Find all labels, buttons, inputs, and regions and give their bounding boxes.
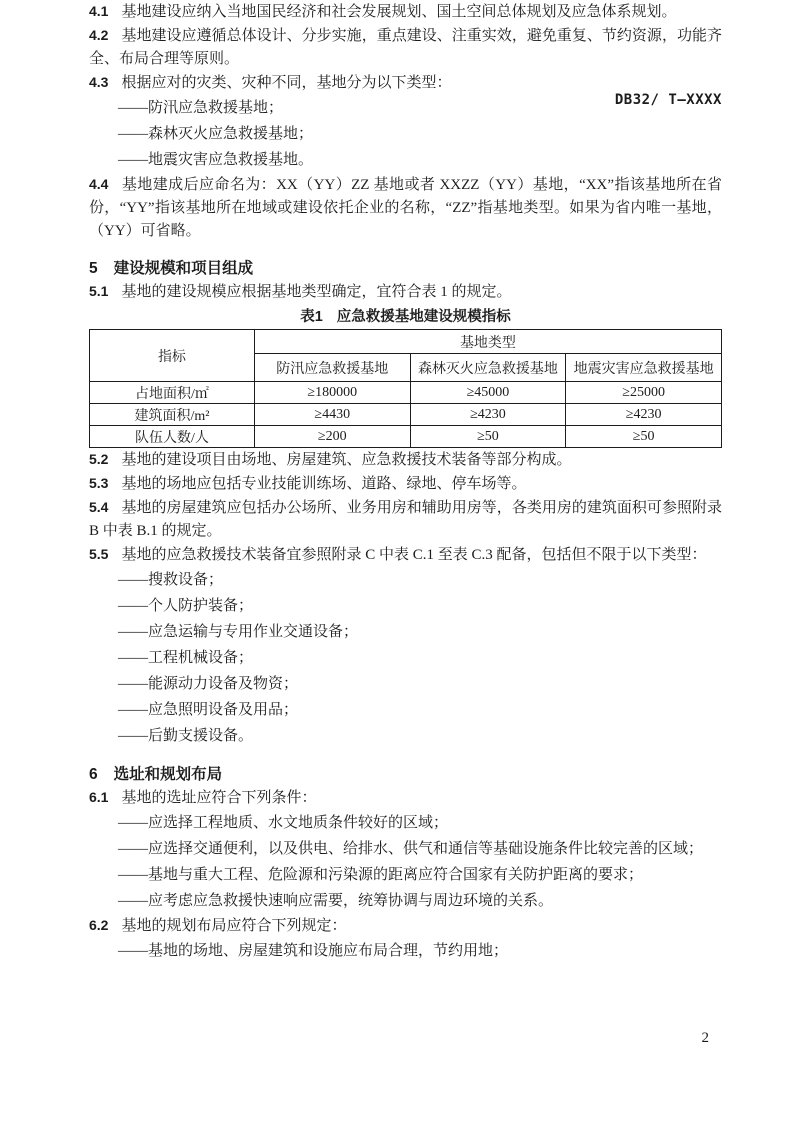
list-item: ——应选择工程地质、水文地质条件较好的区域； xyxy=(118,815,449,831)
table1-cell: ≥25000 xyxy=(566,382,722,404)
section-title: 选址和规划布局 xyxy=(113,766,223,783)
clause-5-4 xyxy=(89,496,722,543)
clause-number: 5.3 xyxy=(89,475,109,491)
list-item: ——能源动力设备及物资； xyxy=(118,676,299,692)
clause-4-3 xyxy=(89,71,722,95)
table1-row-label: 建筑面积/m² xyxy=(90,404,255,426)
section-title: 建设规模和项目组成 xyxy=(113,260,254,277)
table-row xyxy=(90,426,722,448)
list-item: ——搜救设备； xyxy=(118,572,224,588)
table1-cell: ≥180000 xyxy=(254,382,410,404)
clause-text: 基地建设应纳入当地国民经济和社会发展规划、国土空间总体规划及应急体系规划。 xyxy=(121,4,677,20)
clause-text: 基地的选址应符合下列条件： xyxy=(121,790,317,806)
clause-text: 基地的应急救援技术装备宜参照附录 C 中表 C.1 至表 C.3 配备，包括但不限于以下类型： xyxy=(121,547,707,563)
clause-5-1 xyxy=(89,280,722,304)
table1-header-base-type: 基地类型 xyxy=(254,330,721,354)
table1-col-header-forest-fire: 森林灭火应急救援基地 xyxy=(410,354,566,382)
list-item: ——工程机械设备； xyxy=(118,650,254,666)
table1-col-header-earthquake: 地震灾害应急救援基地 xyxy=(566,354,722,382)
list-item: ——森林灭火应急救援基地； xyxy=(118,126,314,142)
clause-text: 基地的场地应包括专业技能训练场、道路、绿地、停车场等。 xyxy=(121,476,527,492)
list-item: ——应急照明设备及用品； xyxy=(118,702,299,718)
table-row xyxy=(90,404,722,426)
list-item: ——基地的场地、房屋建筑和设施应布局合理，节约用地； xyxy=(118,943,509,959)
clause-text: 基地的建设规模应根据基地类型确定，宜符合表 1 的规定。 xyxy=(121,284,512,300)
table1 xyxy=(89,329,722,448)
table1-cell: ≥50 xyxy=(566,426,722,448)
clause-number: 4.4 xyxy=(89,176,109,192)
list-item: ——防汛应急救援基地； xyxy=(118,100,284,116)
clause-4-2 xyxy=(89,24,722,71)
list-item: ——个人防护装备； xyxy=(118,598,254,614)
table1-cell: ≥4430 xyxy=(254,404,410,426)
clause-4-4 xyxy=(89,173,722,243)
header-doc-code: DB32/ T—XXXX xyxy=(614,92,722,108)
list-item: ——基地与重大工程、危险源和污染源的距离应符合国家有关防护距离的要求； xyxy=(118,867,644,883)
clause-number: 4.1 xyxy=(89,3,109,19)
table1-cell: ≥4230 xyxy=(566,404,722,426)
list-item: ——后勤支援设备。 xyxy=(118,728,254,744)
table1-caption xyxy=(89,306,722,329)
clause-5-5 xyxy=(89,543,722,567)
section-number: 6 xyxy=(89,766,98,783)
table1-cell: ≥4230 xyxy=(410,404,566,426)
list-item: ——应选择交通便利，以及供电、给排水、供气和通信等基础设施条件比较完善的区域； xyxy=(118,841,704,857)
table1-row-label: 队伍人数/人 xyxy=(90,426,255,448)
clause-number: 5.1 xyxy=(89,283,109,299)
table1-cell: ≥200 xyxy=(254,426,410,448)
table1-col-header-flood: 防汛应急救援基地 xyxy=(254,354,410,382)
table1-cell: ≥45000 xyxy=(410,382,566,404)
section-number: 5 xyxy=(89,260,98,277)
clause-text: 根据应对的灾类、灾种不同，基地分为以下类型： xyxy=(121,75,452,91)
list-item: ——应考虑应急救援快速响应需要，统筹协调与周边环境的关系。 xyxy=(118,893,554,909)
table1-caption-title: 应急救援基地建设规模指标 xyxy=(336,309,511,325)
list-item: ——地震灾害应急救援基地。 xyxy=(118,152,314,168)
table1-cell: ≥50 xyxy=(410,426,566,448)
table1-caption-label: 表1 xyxy=(300,309,323,325)
clause-number: 5.5 xyxy=(89,546,109,562)
clause-number: 6.1 xyxy=(89,789,109,805)
clause-number: 6.2 xyxy=(89,917,109,933)
section-6-heading xyxy=(89,763,722,786)
page-number: 2 xyxy=(701,1030,709,1046)
document-body xyxy=(89,0,722,964)
clause-text: 基地建设应遵循总体设计、分步实施，重点建设、注重实效，避免重复、节约资源，功能齐全、布局合理等原则。 xyxy=(89,28,722,67)
clause-5-3 xyxy=(89,472,722,496)
clause-number: 4.3 xyxy=(89,74,109,90)
list-item: ——应急运输与专用作业交通设备； xyxy=(118,624,359,640)
clause-4-1 xyxy=(89,0,722,24)
table1-header-indicator: 指标 xyxy=(90,330,255,382)
clause-6-1 xyxy=(89,786,722,810)
clause-number: 4.2 xyxy=(89,27,109,43)
clause-text: 基地的建设项目由场地、房屋建筑、应急救援技术装备等部分构成。 xyxy=(121,452,572,468)
section-5-heading xyxy=(89,257,722,280)
clause-6-2 xyxy=(89,914,722,938)
clause-number: 5.2 xyxy=(89,451,109,467)
clause-text: 基地建成后应命名为：XX（YY）ZZ 基地或者 XXZZ（YY）基地，“XX”指该基地所在省份，“YY”指该基地所在地域或建设依托企业的名称，“ZZ”指基地类型。如果为省内唯一基地，（YY）可省略。 xyxy=(89,177,722,239)
clause-text: 基地的规划布局应符合下列规定： xyxy=(121,918,347,934)
clause-number: 5.4 xyxy=(89,499,109,515)
table1-row-label: 占地面积/㎡ xyxy=(90,382,255,404)
clause-text: 基地的房屋建筑应包括办公场所、业务用房和辅助用房等，各类用房的建筑面积可参照附录 B 中表 B.1 的规定。 xyxy=(89,500,722,539)
table-row xyxy=(90,382,722,404)
clause-5-2 xyxy=(89,448,722,472)
